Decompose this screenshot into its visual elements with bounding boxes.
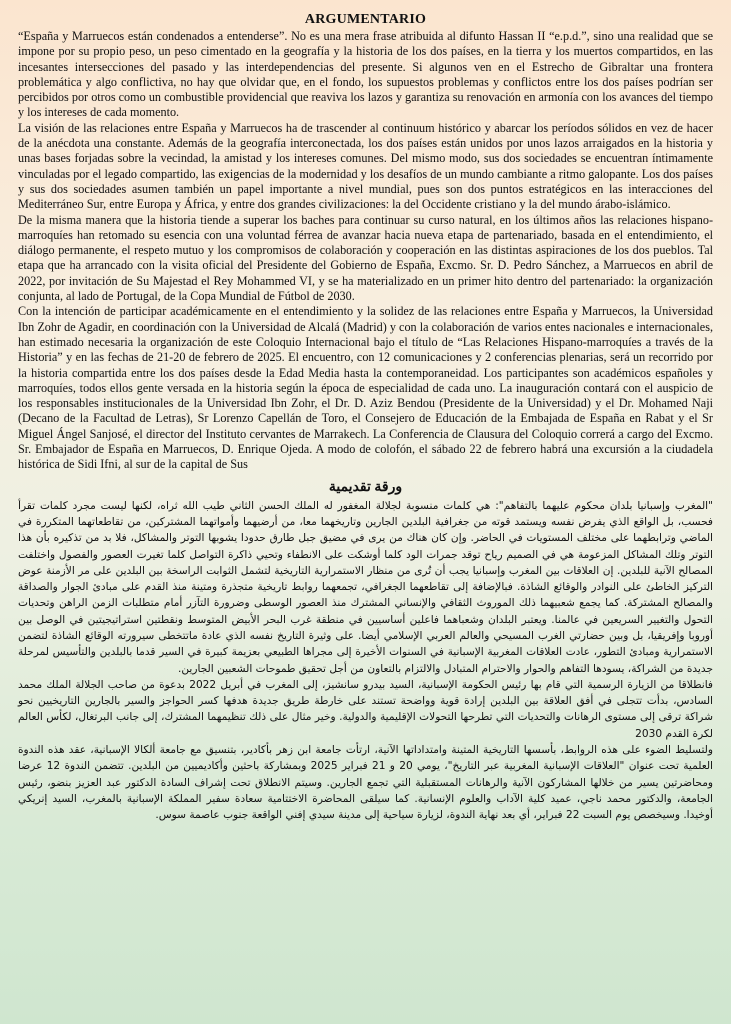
- spanish-paragraph: “España y Marruecos están condenados a entenderse”. No es una mera frase atribuida al difunto Hassan II “e.p.d.”, sino una realidad que se impone por su propio peso, un peso cimentado en la geografía y la historia de los dos países, en la tierra y los muertos compartidos, en las incesantes intersecciones del pasado y las interdependencias del presente. Si algunos ven en el Estrecho de Gibraltar una frontera problemática y algo conflictiva, no hay que olvidar que, en el fondo, los supuestos problemas y conflictos entre los dos países podrían ser percibidos por otros como un combustible providencial que reaviva los lazos y garantiza su renovación en armonía con los avances del tiempo y los intereses de cada momento.: [18, 29, 713, 120]
- spanish-section: [18, 29, 713, 473]
- arabic-title: ورقة تقديمية: [328, 479, 403, 495]
- spanish-paragraph: Con la intención de participar académicamente en el entendimiento y la solidez de las relaciones entre España y Marruecos, la Universidad Ibn Zohr de Agadir, en coordinación con la Universidad de Alcalá (Madrid) y con la colaboración de varios entes nacionales e internacionales, han estimado necesaria la organización de este Coloquio Internacional bajo el título de “Las Relaciones Hispano-marroquíes a través de la Historia” y en las fechas de 21-20 de febrero de 2025. El encuentro, con 12 comunicaciones y 2 conferencias plenarias, será un recorrido por la historia compartida entre los dos países desde la Edad Media hasta la contemporaneidad. Los participantes son académicos españoles y marroquíes, todos ellos gente versada en la historia según la época de especialidad de cada uno. La inauguración contará con el auspicio de los responsables institucionales de la Universidad Ibn Zohr, el Dr. D. Aziz Bendou (Presidente de la Universidad) y el Dr. Mohamed Naji (Decano de la Facultad de Letras), Sr Lorenzo Capellán de Toro, el Consejero de Educación de la Embajada de España en Rabat y el Sr Miguel Ángel Sanjosé, el director del Instituto cervantes de Marrakech. La Conferencia de Clausura del Coloquio correrá a cargo del Excmo. Sr. Embajador de España en Marruecos, D. Enrique Ojeda. A modo de colofón, el sábado 22 de febrero habrá una excursión a la ciudadela histórica de Sidi Ifni, al sur de la capital de Sus: [18, 304, 713, 472]
- arabic-paragraph: "المغرب وإسبانيا بلدان محكوم عليهما بالتفاهم": هي كلمات منسوبة لجلالة المغفور له الملك الحسن الثاني طيب الله ثراه، لكنها ليست مجرد كلمات تقرأ فحسب، بل الواقع الذي يفرض نفسه ويستمد قوته من جغرافية البلدين الجارين وتاريخهما معا، من أرضيهما وأمواتهما المشتركين، من تقاطعاتهما المتكررة في الماضي وترابطهما على مختلف المستويات في الحاضر. وإن كان هناك من يرى في مضيق جبل طارق حدودا يشوبها التوتر والمشاكل، فلا بد من تذكيره بأن هذا التوتر وتلك المشاكل المزعومة هي في الصميم رياح توقد جمرات الود كلما أوشكت على الانطفاء وتحيي ذاكرة التواصل كلما تغيرت العصور والفصول واختلفت المصالح الآنية للبلدين. إن العلاقات بين المغرب وإسبانيا يجب أن تُرى من منظار الاستمرارية التاريخية لتشمل الثوابت الراسخة بين البلدين على مر الأزمنة عوض التركيز الخاطئ على النوادر والوقائع الشاذة. فبالإضافة إلى تقاطعهما الجغرافي، تجمعهما روابط تاريخية متجذرة ومتينة منذ القدم على مبادئ الجوار والصداقة والمصالح المشتركة. كما يجمع شعبيهما ذلك الموروث الثقافي والإنساني المشترك منذ العصور الوسطى وضرورة التآزر أمام متطلبات الزمن الراهن وتحديات التحول والتغيير السريعين في عالمنا. ويعتبر البلدان وشعباهما فاعلين أساسيين في منطقة غرب البحر الأبيض المتوسط ونقطتين استراتيجيتين في الوصل بين أوروبا وإفريقيا، بل وبين حضارتي الغرب المسيحي والعالم العربي الإسلامي أيضا. على وثيرة التاريخ نفسه الذي عادة ماتتخطى سيرورته الوقائع الشاذة لتضمن الاستمرارية ومبادئ التطور، عادت العلاقات المغربية الإسبانية في السنوات الأخيرة إلى مجراها الطبيعي بعزيمة كبيرة في السير قدما بالبلدين والتأسيس لمرحلة جديدة من الشراكة، يسودها التفاهم والحوار والاحترام المتبادل والالتزام بالتعاون من أجل تحقيق طموحات الشعبين الجارين.: [18, 499, 713, 675]
- document-page: [18, 12, 713, 1012]
- spanish-paragraph: La visión de las relaciones entre España y Marruecos ha de trascender al continuum histórico y abarcar los períodos sólidos en vez de hacer de la anécdota una constante. Además de la geografía interconectada, los dos países están unidos por unos lazos arraigados en la historia y unas bases forjadas sobre la vecindad, la amistad y los intereses comunes. Del mismo modo, sus dos sociedades se encuentran íntimamente vinculadas por el legado compartido, las exigencias de la modernidad y los desafíos de un mundo cambiante a ritmo galopante. Los dos países y sus dos sociedades asumen también un papel importante a nivel mundial, pues son dos puntos estratégicos en las interacciones del Mediterráneo Sur, entre Europa y África, y entre dos grandes civilizaciones: la del Occidente cristiano y la del mundo árabo-islámico.: [18, 120, 713, 212]
- spanish-paragraph: De la misma manera que la historia tiende a superar los baches para continuar su curso natural, en los últimos años las relaciones hispano-marroquíes han retomado su esencia con una voluntad férrea de avanzar hacia nueva etapa de partenariado, basada en el entendimiento, el diálogo permanente, el respeto mutuo y los compromisos de colaboración y cooperación en las distintas aspiraciones de los dos pueblos. Tal etapa que ha arrancado con la visita oficial del Presidente del Gobierno de España, Excmo. Sr. D. Pedro Sánchez, a Marruecos en abril de 2022, por invitación de Su Majestad el Rey Mohammed VI, y se ha materializado en un primer hito dentro del partenariado: la organización conjunta, al lado de Portugal, de la Copa Mundial de Fútbol de 2030.: [18, 212, 713, 304]
- document-title: ARGUMENTARIO: [304, 12, 427, 27]
- arabic-paragraph: ولتسليط الضوء على هذه الروابط، بأسسها التاريخية المتينة وامتداداتها الآنية، ارتأت جامعة ابن زهر بأكادير، بتنسيق مع جامعة ألكالا الإسبانية، عقد هذه الندوة العلمية تحت عنوان "العلاقات الإسبانية المغربية عبر التاريخ"، يومي 20 و 21 فبراير 2025 وبمشاركة باحثين وأكاديميين من البلدين. تتضمن الندوة 12 عرضا ومحاضرتين يسير من خلالها المشاركون الآنية والرهانات المستقبلية التي تجمع الجارين. وسيتم الانطلاق تحت إشراف السادة الدكتور عبد العزيز بنضو، رئيس الجامعة، والدكتور محمد ناجي، عميد كلية الآداب والعلوم الإنسانية. كما سيلقى المحاضرة الاختتامية سعادة سفير المملكة الإسبانية بالمغرب، السيد إنريكي أوخيدا. وسيخصص يوم السبت 22 فبراير، أي بعد نهاية الندوة، لزيارة سياحية إلى مدينة سيدي إفني الواقعة جنوب عاصمة سوس.: [18, 744, 713, 822]
- arabic-paragraph: فانطلاقا من الزيارة الرسمية التي قام بها رئيس الحكومة الإسبانية، السيد بيدرو سانشيز، إلى المغرب في أبريل 2022 بدعوة من صاحب الجلالة الملك محمد السادس، بدأت تتجلى في أفق العلاقة بين البلدين إرادة قوية وواضحة تستند على خارطة طريق جديدة هدفها كسر الحواجز والسير بالجارين التاريخيين نحو شراكة ترقى إلى مستوى الرهانات والتحديات التي تطرحها التحولات الإقليمية والدولية. وخير مثال على ذلك تنظيمهما المشترك، إلى جانب البرتغال، لكأس العالم لكرة القدم 2030: [18, 678, 713, 740]
- arabic-section: [18, 498, 713, 824]
